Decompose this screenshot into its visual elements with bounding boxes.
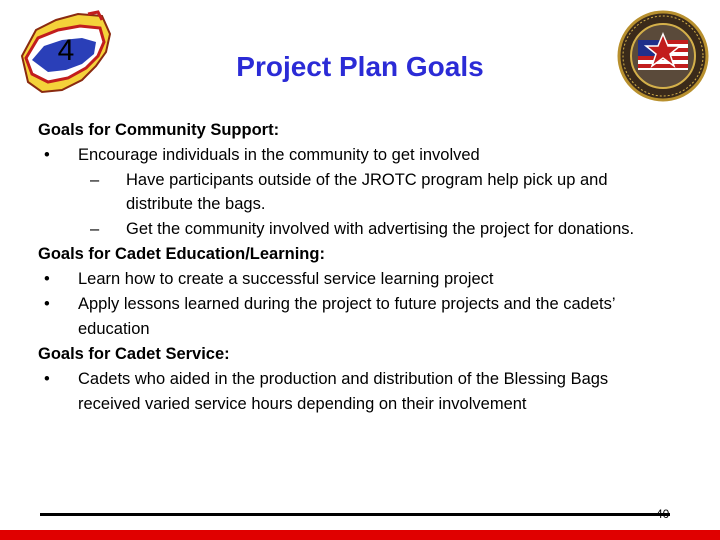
badge-number: 4	[57, 34, 75, 67]
dash-mark: –	[90, 220, 100, 238]
section-heading: Goals for Cadet Service:	[38, 345, 230, 363]
footer-red-bar	[0, 530, 720, 540]
section-heading: Goals for Cadet Education/Learning:	[38, 245, 325, 263]
dash-mark: –	[90, 171, 100, 189]
page-number: 40	[656, 507, 670, 521]
bullet-mark: •	[44, 146, 50, 164]
slide-title: Project Plan Goals	[236, 51, 484, 82]
bullet-mark: •	[44, 295, 50, 313]
state-map-logo	[16, 8, 116, 98]
bullet-mark: •	[44, 270, 50, 288]
section-heading: Goals for Community Support:	[38, 121, 280, 139]
footer-divider	[40, 513, 670, 516]
bullet-mark: •	[44, 370, 50, 388]
army-jrotc-seal-logo	[616, 10, 710, 102]
